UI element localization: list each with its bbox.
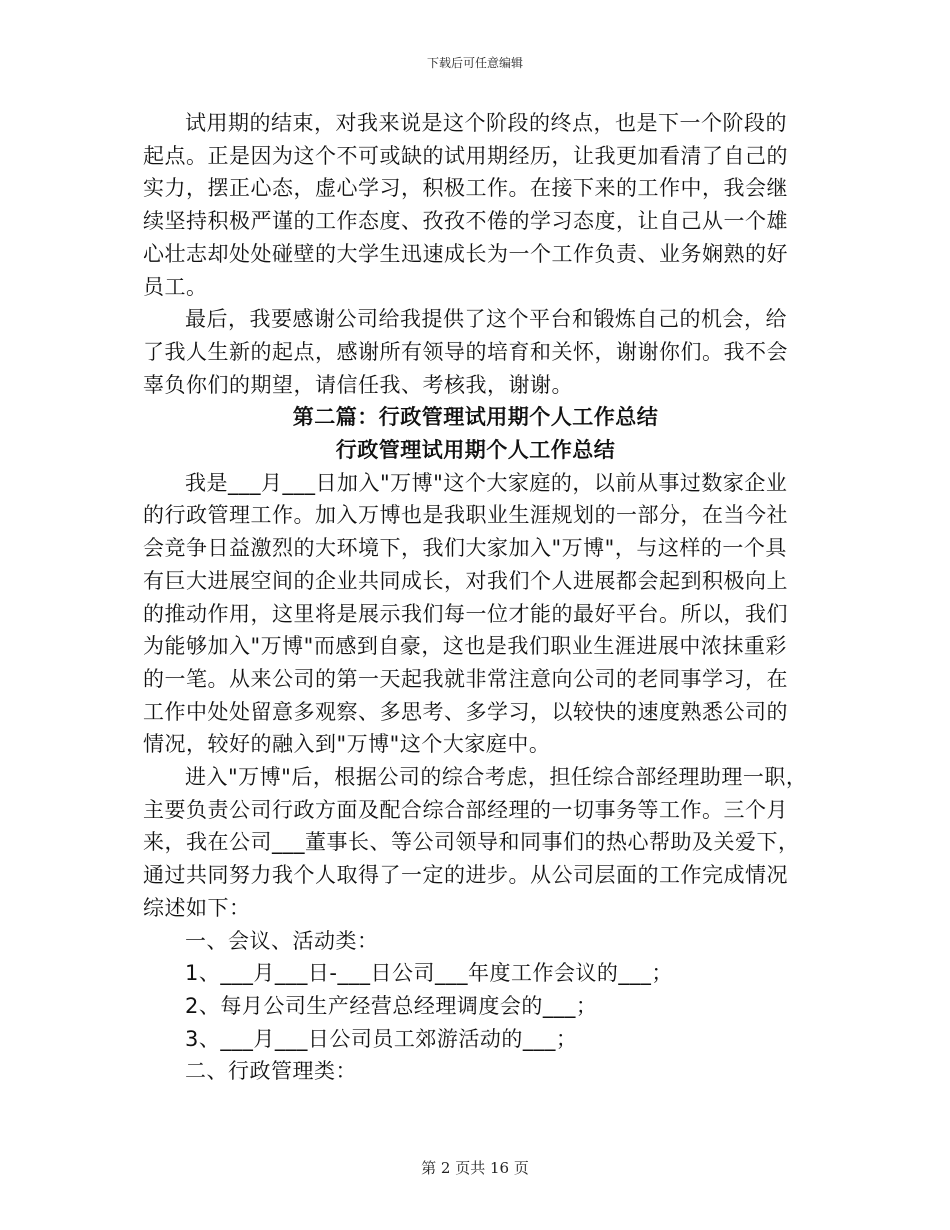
section-subheading: 行政管理试用期个人工作总结	[335, 438, 616, 463]
list-item: 3、___月___日公司员工郊游活动的___；	[185, 1026, 578, 1051]
document-body	[143, 107, 808, 1088]
page-footer: 第 2 页共 16 页	[421, 1159, 529, 1177]
paragraph: 试用期的结束，对我来说是这个阶段的终点，也是下一个阶段的起点。正是因为这个不可或缺的试用期经历，让我更加看清了自己的实力，摆正心态，虚心学习，积极工作。在接下来的工作中，我会继续坚持积极严谨的工作态度、孜孜不倦的学习态度，让自己从一个雄心壮志却处处碰壁的大学生迅速成长为一个工作负责、业务娴熟的好员工。	[143, 111, 788, 299]
paragraph: 我是___月___日加入"万博"这个大家庭的，以前从事过数家企业的行政管理工作。加入万博也是我职业生涯规划的一部分，在当今社会竞争日益激烈的大环境下，我们大家加入"万博"，与这样的一个具有巨大进展空间的企业共同成长，对我们个人进展都会起到积极向上的推动作用，这里将是展示我们每一位才能的最好平台。所以，我们为能够加入"万博"而感到自豪，这也是我们职业生涯进展中浓抹重彩的一笔。从来公司的第一天起我就非常注意向公司的老同事学习，在工作中处处留意多观察、多思考、多学习，以较快的速度熟悉公司的情况，较好的融入到"万博"这个大家庭中。	[143, 470, 788, 757]
list-item: 2、每月公司生产经营总经理调度会的___；	[185, 993, 598, 1018]
page-header: 下载后可任意编辑	[426, 56, 523, 70]
paragraph: 最后，我要感谢公司给我提供了这个平台和锻炼自己的机会，给了我人生新的起点，感谢所有领导的培育和关怀，谢谢你们。我不会辜负你们的期望，请信任我、考核我，谢谢。	[143, 307, 788, 397]
list-item: 1、___月___日-___日公司___年度工作会议的___；	[185, 961, 673, 986]
list-item: 一、会议、活动类：	[185, 928, 379, 953]
section-heading: 第二篇：行政管理试用期个人工作总结	[292, 405, 659, 430]
paragraph: 进入"万博"后，根据公司的综合考虑，担任综合部经理助理一职，主要负责公司行政方面及配合综合部经理的一切事务等工作。三个月来，我在公司___董事长、等公司领导和同事们的热心帮助及关爱下，通过共同努力我个人取得了一定的进步。从公司层面的工作完成情况综述如下：	[143, 765, 808, 920]
list-item: 二、行政管理类：	[185, 1059, 357, 1084]
